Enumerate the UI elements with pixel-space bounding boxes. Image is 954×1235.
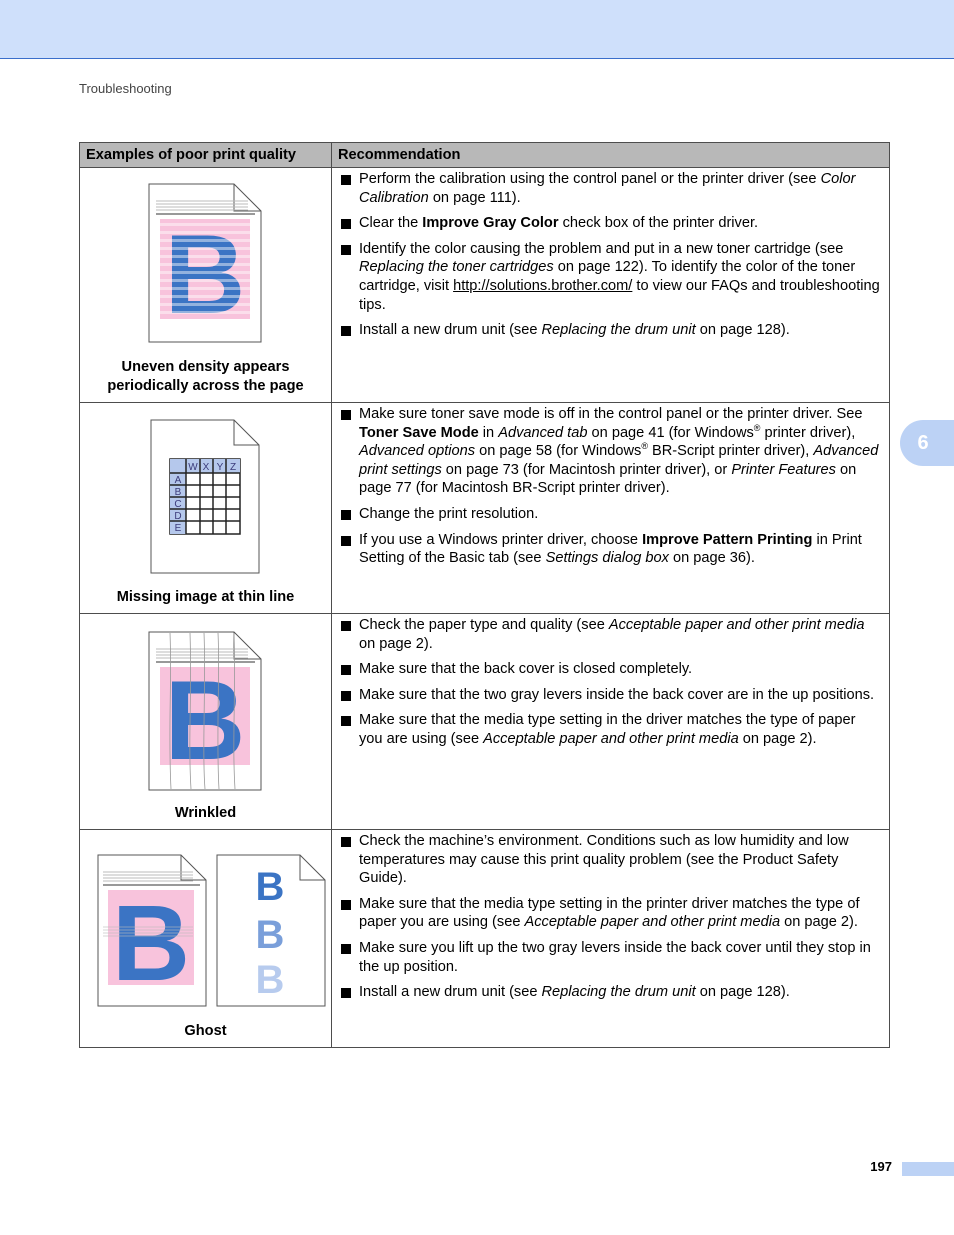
example-cell-missing-image <box>80 403 332 614</box>
recommendation-text: Clear the <box>359 215 423 232</box>
recommendation-text: Advanced tab <box>498 424 588 441</box>
letter-b-glyph: B <box>112 882 190 1003</box>
uneven-density-sample-image <box>148 183 262 343</box>
example-cell-wrinkled <box>80 614 332 830</box>
recommendation-text: Acceptable paper and other print media <box>524 914 781 931</box>
recommendation-text: on page 36). <box>668 550 755 567</box>
recommendation-item <box>340 405 881 498</box>
grid-col-label: Y <box>216 462 224 473</box>
recommendation-text: Make sure that the media type setting in the driver matches the type of paper you are using (see <box>359 712 856 747</box>
example-caption <box>80 804 331 823</box>
recommendation-text: Advanced options <box>359 443 476 460</box>
recommendation-text: Make sure toner save mode is off in the control panel or the printer driver. See <box>359 406 863 422</box>
recommendation-text: Acceptable paper and other print media <box>483 730 739 747</box>
recommendation-text: in <box>478 424 499 441</box>
recommendation-text: Color Calibration <box>359 171 856 206</box>
header-band <box>0 0 954 59</box>
caption-line: Ghost <box>184 1023 227 1039</box>
recommendation-text: Identify the color causing the problem and put in a new toner cartridge (see <box>359 240 844 257</box>
recommendation-text: Make sure you lift up the two gray levers inside the back cover until they stop in the up position. <box>359 939 871 975</box>
recommendation-text: Settings dialog box <box>545 550 669 567</box>
recommendation-item <box>340 939 881 976</box>
solutions-link[interactable]: http://solutions.brother.com/ <box>453 277 633 294</box>
recommendation-text: Make sure that the two gray levers inside the back cover are in the up positions. <box>359 686 875 703</box>
grid-col-label: Z <box>229 462 237 473</box>
recommendation-text: on page 122). To identify the color of the toner cartridge, visit <box>359 259 856 294</box>
recommendation-cell <box>332 830 890 1048</box>
ghost-sample-image <box>97 854 207 1007</box>
grid-row-label: B <box>174 487 182 498</box>
recommendation-cell <box>332 614 890 830</box>
recommendation-item <box>340 895 881 932</box>
recommendation-item <box>340 660 881 679</box>
recommendation-text: Make sure that the back cover is closed completely. <box>359 661 693 678</box>
example-cell-uneven-density <box>80 168 332 403</box>
recommendation-text: on page 128). <box>695 322 790 339</box>
recommendation-text: ® <box>753 422 761 433</box>
recommendation-text: Replacing the drum unit <box>541 984 696 1001</box>
recommendation-text: on page 2). <box>738 730 817 747</box>
recommendation-cell <box>332 168 890 403</box>
recommendation-item <box>340 711 881 748</box>
grid-row-label: D <box>174 511 182 522</box>
recommendation-item <box>340 214 881 233</box>
recommendation-text: Acceptable paper and other print media <box>608 617 865 633</box>
recommendation-item <box>340 240 881 314</box>
recommendation-list <box>340 832 881 1002</box>
recommendation-text: on page 58 (for Windows <box>475 443 642 460</box>
recommendation-text: Change the print resolution. <box>359 505 539 522</box>
recommendation-item <box>340 531 881 568</box>
recommendation-text: on page 73 (for Macintosh printer driver), or <box>441 461 732 478</box>
recommendation-item <box>340 832 881 888</box>
recommendation-text: on page 111). <box>428 189 521 206</box>
recommendation-text: Improve Pattern Printing <box>642 531 813 548</box>
running-title: Troubleshooting <box>79 81 172 96</box>
recommendation-text: Printer Features <box>731 461 836 478</box>
recommendation-text: on page 128). <box>695 984 790 1001</box>
recommendation-text: If you use a Windows printer driver, choose <box>359 531 643 548</box>
table-row <box>80 403 890 614</box>
recommendation-item <box>340 321 881 340</box>
page-number-bar <box>902 1162 954 1176</box>
recommendation-text: Replacing the drum unit <box>541 322 696 339</box>
letter-b-glyph: B <box>164 658 246 783</box>
recommendation-item <box>340 505 881 524</box>
recommendation-cell <box>332 403 890 614</box>
recommendation-list <box>340 616 881 749</box>
column-header-recommendation: Recommendation <box>332 143 890 168</box>
missing-image-sample-image <box>150 419 260 574</box>
recommendation-text: Install a new drum unit (see <box>359 984 542 1001</box>
letter-b-glyph: B <box>164 212 246 337</box>
example-caption <box>80 358 331 396</box>
example-caption <box>80 1022 331 1041</box>
print-quality-table <box>79 142 890 1048</box>
grid-col-label: X <box>202 462 210 473</box>
recommendation-text: check box of the printer driver. <box>558 215 759 232</box>
column-header-examples: Examples of poor print quality <box>80 143 332 168</box>
recommendation-text: Check the paper type and quality (see <box>359 617 609 633</box>
table-row <box>80 830 890 1048</box>
table-row <box>80 168 890 403</box>
letter-b-glyph: B <box>255 865 285 909</box>
recommendation-text: on page 41 (for Windows <box>587 424 754 441</box>
recommendation-text: Check the machine’s environment. Conditions such as low humidity and low temperatures may cause this print quality problem (see the Product Safety Guide). <box>359 833 849 887</box>
table-row <box>80 614 890 830</box>
table-header-row <box>80 143 890 168</box>
caption-line: Missing image at thin line <box>116 589 295 605</box>
recommendation-text: on page 77 (for Macintosh BR-Script printer driver). <box>359 461 857 497</box>
recommendation-text: Improve Gray Color <box>422 215 559 232</box>
recommendation-list <box>340 405 881 568</box>
recommendation-text: to view our FAQs and troubleshooting tips. <box>359 277 880 313</box>
grid-row-label: A <box>174 475 182 486</box>
recommendation-text: Perform the calibration using the control panel or the printer driver (see <box>359 171 821 187</box>
page-number: 197 <box>870 1159 892 1174</box>
recommendation-text: Replacing the toner cartridges <box>359 259 554 276</box>
letter-b-glyph: B <box>255 913 285 957</box>
recommendation-item <box>340 616 881 653</box>
caption-line: Uneven density appears <box>121 359 290 375</box>
recommendation-item <box>340 170 881 207</box>
recommendation-text: Install a new drum unit (see <box>359 322 542 339</box>
recommendation-text: printer driver), <box>760 424 856 441</box>
example-caption <box>80 588 331 607</box>
recommendation-text: Toner Save Mode <box>359 424 479 441</box>
recommendation-item <box>340 686 881 705</box>
recommendation-text: ® <box>641 441 648 452</box>
ghost-fading-letters-image <box>216 854 326 1007</box>
caption-line: periodically across the page <box>107 378 304 394</box>
recommendation-text: on page 2). <box>359 635 433 652</box>
recommendation-text: BR-Script printer driver), <box>647 443 814 460</box>
wrinkled-sample-image <box>148 631 262 791</box>
recommendation-list <box>340 170 881 340</box>
letter-b-glyph: B <box>255 958 285 1002</box>
recommendation-text: Advanced print settings <box>359 443 879 478</box>
grid-row-label: E <box>174 523 182 534</box>
recommendation-text: on page 2). <box>780 914 858 931</box>
caption-line: Wrinkled <box>174 805 237 821</box>
example-cell-ghost <box>80 830 332 1048</box>
recommendation-text: Make sure that the media type setting in the printer driver matches the type of paper you are using (see <box>359 895 860 931</box>
recommendation-text: in Print Setting of the Basic tab (see <box>359 531 862 567</box>
grid-row-label: C <box>174 499 182 510</box>
grid-col-label: W <box>188 462 198 473</box>
chapter-tab[interactable]: 6 <box>900 420 954 466</box>
recommendation-item <box>340 983 881 1002</box>
